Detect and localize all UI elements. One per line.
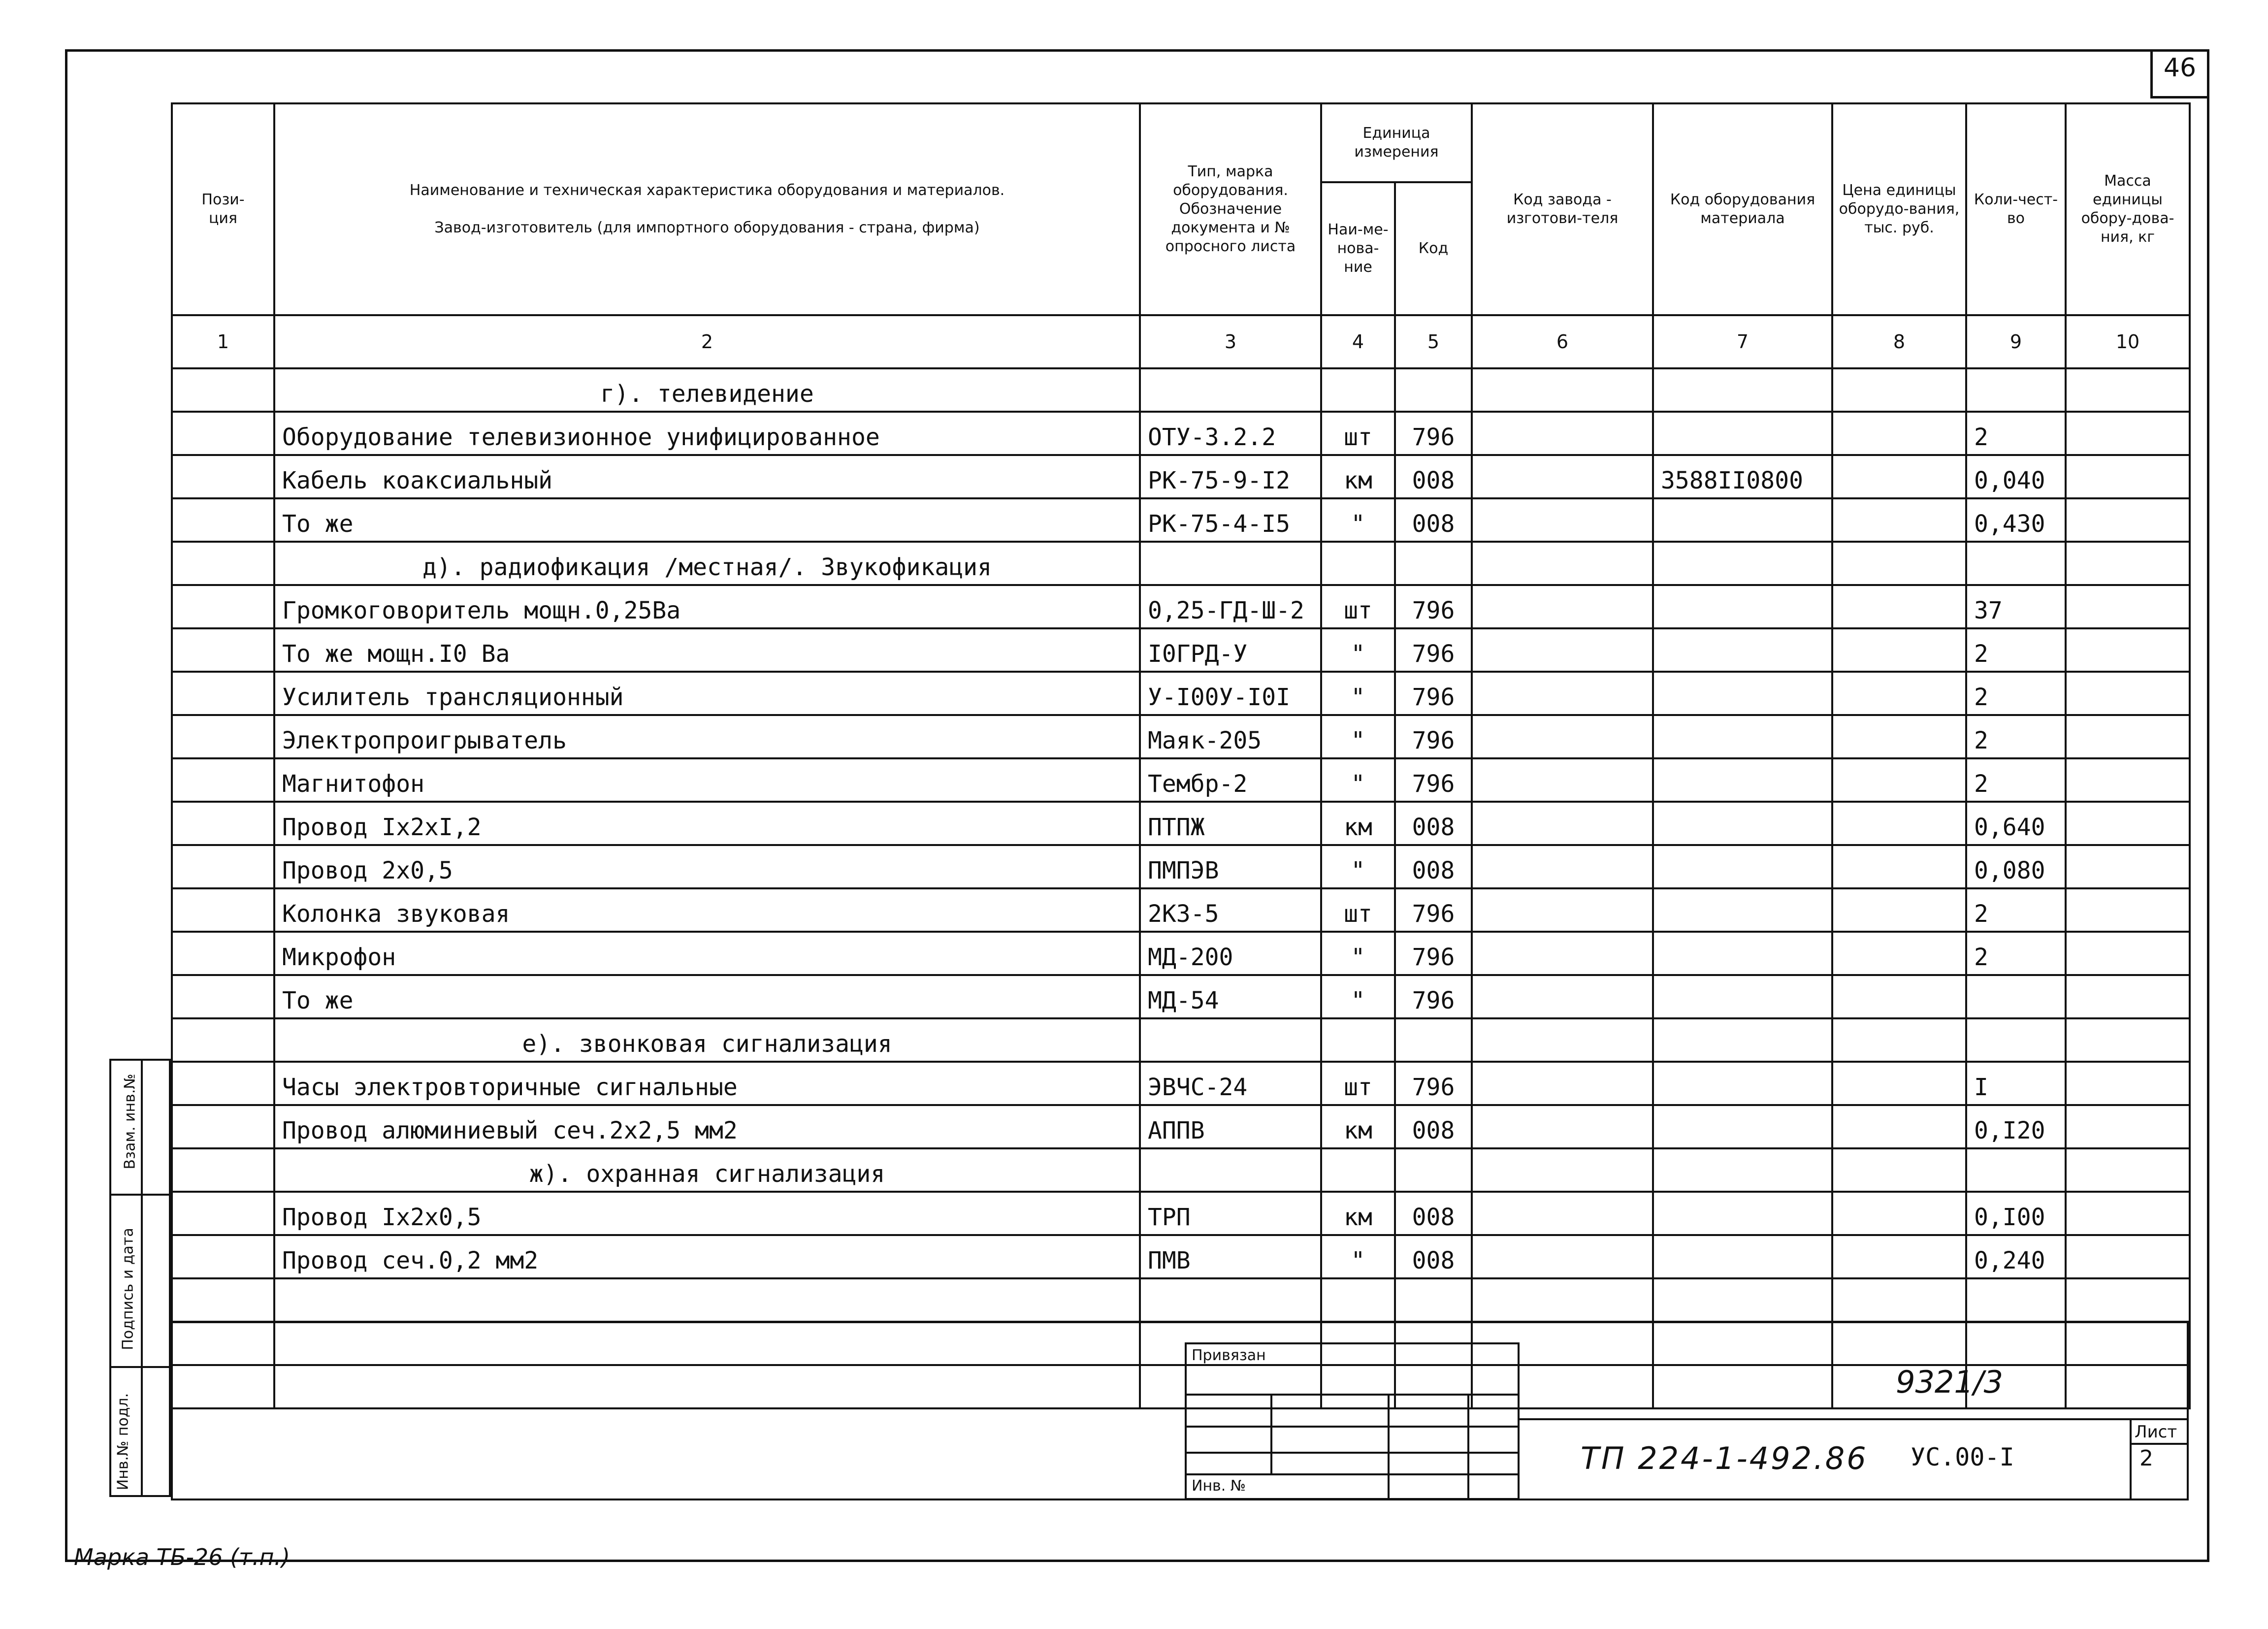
type-cell: Тембр-2	[1140, 758, 1321, 802]
mass-cell	[2066, 975, 2190, 1018]
name-cell: д). радиофикация /местная/. Звукофикация	[274, 542, 1140, 585]
mass-cell	[2066, 542, 2190, 585]
price-cell	[1832, 715, 1966, 758]
name-cell	[274, 1365, 1140, 1408]
section-row	[172, 542, 2190, 585]
factory-code-cell	[1472, 932, 1653, 975]
price-cell	[1832, 368, 1966, 412]
name-cell: Магнитофон	[274, 758, 1140, 802]
material-code-cell	[1653, 1018, 1832, 1062]
factory-code-cell	[1472, 715, 1653, 758]
quantity-cell: 0,240	[1966, 1235, 2066, 1278]
material-code-cell	[1653, 542, 1832, 585]
type-cell: I0ГРД-У	[1140, 628, 1321, 672]
table-row	[172, 412, 2190, 455]
unit-code-cell: 796	[1395, 412, 1472, 455]
type-cell	[1140, 1278, 1321, 1322]
column-number: 3	[1140, 315, 1321, 368]
factory-code-cell	[1472, 845, 1653, 888]
unit-cell: "	[1321, 628, 1395, 672]
factory-code-cell	[1472, 368, 1653, 412]
unit-code-cell: 008	[1395, 455, 1472, 498]
mass-cell	[2066, 455, 2190, 498]
factory-code-cell	[1472, 1105, 1653, 1148]
factory-code-cell	[1472, 1235, 1653, 1278]
stamp-replace-inv: Взам. инв.№	[121, 1074, 139, 1170]
unit-code-cell: 796	[1395, 758, 1472, 802]
price-cell	[1832, 455, 1966, 498]
name-cell: Громкоговоритель мощн.0,25Ва	[274, 585, 1140, 628]
section-row	[172, 1018, 2190, 1062]
type-cell: РК-75-4-I5	[1140, 498, 1321, 542]
quantity-cell: 0,I20	[1966, 1105, 2066, 1148]
mass-cell	[2066, 628, 2190, 672]
material-code-cell	[1653, 1062, 1832, 1105]
quantity-cell: 0,080	[1966, 845, 2066, 888]
table-row	[172, 845, 2190, 888]
position-cell	[172, 585, 274, 628]
price-cell	[1832, 1062, 1966, 1105]
header-unit-code: Код	[1395, 182, 1472, 315]
price-cell	[1832, 1105, 1966, 1148]
material-code-cell: 3588II0800	[1653, 455, 1832, 498]
mass-cell	[2066, 1105, 2190, 1148]
table-row	[172, 1062, 2190, 1105]
factory-code-cell	[1472, 758, 1653, 802]
stamp-inv-orig: Инв.№ подл.	[114, 1393, 132, 1491]
price-cell	[1832, 932, 1966, 975]
unit-cell: шт	[1321, 585, 1395, 628]
price-cell	[1832, 628, 1966, 672]
quantity-cell	[1966, 542, 2066, 585]
price-cell	[1832, 1018, 1966, 1062]
unit-code-cell: 008	[1395, 845, 1472, 888]
name-cell: То же мощн.I0 Ва	[274, 628, 1140, 672]
unit-cell	[1321, 1278, 1395, 1322]
quantity-cell: 0,640	[1966, 802, 2066, 845]
unit-cell: "	[1321, 758, 1395, 802]
position-cell	[172, 1235, 274, 1278]
position-cell	[172, 1365, 274, 1408]
table-row	[172, 628, 2190, 672]
section-row	[172, 368, 2190, 412]
mass-cell	[2066, 715, 2190, 758]
table-row	[172, 1365, 2190, 1408]
price-cell	[1832, 1322, 1966, 1365]
column-number: 10	[2066, 315, 2190, 368]
header-unit-group: Единица измерения	[1321, 103, 1472, 182]
mass-cell	[2066, 1235, 2190, 1278]
mass-cell	[2066, 1322, 2190, 1365]
type-cell: ПТПЖ	[1140, 802, 1321, 845]
unit-cell	[1321, 1018, 1395, 1062]
name-cell: Электропроигрыватель	[274, 715, 1140, 758]
price-cell	[1832, 888, 1966, 932]
name-cell: Усилитель трансляционный	[274, 672, 1140, 715]
type-cell: ОТУ-3.2.2	[1140, 412, 1321, 455]
factory-code-cell	[1472, 672, 1653, 715]
position-cell	[172, 1105, 274, 1148]
quantity-cell: 2	[1966, 672, 2066, 715]
factory-code-cell	[1472, 585, 1653, 628]
unit-cell: шт	[1321, 1062, 1395, 1105]
name-cell: Оборудование телевизионное унифицированное	[274, 412, 1140, 455]
position-cell	[172, 542, 274, 585]
material-code-cell	[1653, 368, 1832, 412]
position-cell	[172, 845, 274, 888]
material-code-cell	[1653, 1148, 1832, 1192]
header-material-code: Код оборудования материала	[1653, 103, 1832, 315]
name-cell: Часы электровторичные сигнальные	[274, 1062, 1140, 1105]
quantity-cell	[1966, 368, 2066, 412]
name-cell: То же	[274, 498, 1140, 542]
column-number: 6	[1472, 315, 1653, 368]
table-row	[172, 1192, 2190, 1235]
stamp-sign-date: Подпись и дата	[119, 1228, 137, 1350]
position-cell	[172, 888, 274, 932]
table-row	[172, 672, 2190, 715]
header-quantity: Коли-чест-во	[1966, 103, 2066, 315]
unit-cell: "	[1321, 498, 1395, 542]
table-row	[172, 802, 2190, 845]
name-cell: г). телевидение	[274, 368, 1140, 412]
name-cell: То же	[274, 975, 1140, 1018]
unit-cell: км	[1321, 455, 1395, 498]
material-code-cell	[1653, 1192, 1832, 1235]
column-number: 5	[1395, 315, 1472, 368]
type-cell: МД-200	[1140, 932, 1321, 975]
position-cell	[172, 1148, 274, 1192]
position-cell	[172, 1322, 274, 1365]
name-cell: е). звонковая сигнализация	[274, 1018, 1140, 1062]
mass-cell	[2066, 1192, 2190, 1235]
name-cell: Провод 2х0,5	[274, 845, 1140, 888]
header-position: Пози- ция	[172, 103, 274, 315]
unit-cell: "	[1321, 715, 1395, 758]
type-cell: ПМПЭВ	[1140, 845, 1321, 888]
factory-code-cell	[1472, 628, 1653, 672]
name-cell: Провод Iх2хI,2	[274, 802, 1140, 845]
price-cell	[1832, 1148, 1966, 1192]
price-cell	[1832, 585, 1966, 628]
position-cell	[172, 1192, 274, 1235]
material-code-cell	[1653, 932, 1832, 975]
unit-code-cell: 008	[1395, 498, 1472, 542]
material-code-cell	[1653, 1278, 1832, 1322]
unit-cell: "	[1321, 845, 1395, 888]
factory-code-cell	[1472, 1062, 1653, 1105]
mass-cell	[2066, 758, 2190, 802]
type-cell: У-I00У-I0I	[1140, 672, 1321, 715]
unit-code-cell: 796	[1395, 672, 1472, 715]
unit-code-cell: 008	[1395, 1105, 1472, 1148]
factory-code-cell	[1472, 498, 1653, 542]
sheet-number: 46	[2163, 53, 2197, 83]
price-cell	[1832, 672, 1966, 715]
material-code-cell	[1653, 845, 1832, 888]
factory-code-cell	[1472, 802, 1653, 845]
unit-cell: км	[1321, 1105, 1395, 1148]
type-cell	[1140, 1018, 1321, 1062]
position-cell	[172, 498, 274, 542]
factory-code-cell	[1472, 1192, 1653, 1235]
price-cell	[1832, 975, 1966, 1018]
price-cell	[1832, 845, 1966, 888]
inv-number-label: Инв. №	[1192, 1477, 1246, 1495]
quantity-cell	[1966, 1018, 2066, 1062]
mass-cell	[2066, 1018, 2190, 1062]
unit-code-cell: 796	[1395, 975, 1472, 1018]
mass-cell	[2066, 845, 2190, 888]
material-code-cell	[1653, 975, 1832, 1018]
price-cell	[1832, 542, 1966, 585]
unit-cell: "	[1321, 975, 1395, 1018]
position-cell	[172, 1062, 274, 1105]
quantity-cell	[1966, 1278, 2066, 1322]
name-cell	[274, 1278, 1140, 1322]
type-cell: Маяк-205	[1140, 715, 1321, 758]
type-cell: РК-75-9-I2	[1140, 455, 1321, 498]
table-row	[172, 498, 2190, 542]
quantity-cell: 2	[1966, 412, 2066, 455]
position-cell	[172, 715, 274, 758]
table-row	[172, 932, 2190, 975]
quantity-cell: 0,040	[1966, 455, 2066, 498]
type-cell: ТРП	[1140, 1192, 1321, 1235]
unit-cell: "	[1321, 1235, 1395, 1278]
table-row	[172, 758, 2190, 802]
table-row	[172, 1235, 2190, 1278]
name-cell: ж). охранная сигнализация	[274, 1148, 1140, 1192]
factory-code-cell	[1472, 1018, 1653, 1062]
position-cell	[172, 802, 274, 845]
specification-table	[171, 102, 2191, 1409]
unit-code-cell: 796	[1395, 1062, 1472, 1105]
mass-cell	[2066, 1062, 2190, 1105]
position-cell	[172, 1278, 274, 1322]
unit-cell: км	[1321, 1192, 1395, 1235]
unit-code-cell	[1395, 1148, 1472, 1192]
price-cell	[1832, 1192, 1966, 1235]
position-cell	[172, 975, 274, 1018]
unit-cell: км	[1321, 802, 1395, 845]
table-body	[172, 368, 2190, 1408]
column-number: 1	[172, 315, 274, 368]
factory-code-cell	[1472, 412, 1653, 455]
title-area-top-line	[171, 1321, 2189, 1323]
unit-code-cell	[1395, 542, 1472, 585]
mass-cell	[2066, 1278, 2190, 1322]
unit-code-cell	[1395, 1278, 1472, 1322]
material-code-cell	[1653, 585, 1832, 628]
position-cell	[172, 412, 274, 455]
name-cell: Колонка звуковая	[274, 888, 1140, 932]
form-mark: Марка ТБ-26 (т.п.)	[74, 1544, 291, 1570]
binding-label: Привязан	[1192, 1347, 1266, 1364]
factory-code-cell	[1472, 1278, 1653, 1322]
quantity-cell: 2	[1966, 758, 2066, 802]
quantity-cell: 2	[1966, 888, 2066, 932]
quantity-cell	[1966, 975, 2066, 1018]
sheet-value: 2	[2139, 1446, 2153, 1471]
position-cell	[172, 368, 274, 412]
name-cell: Провод сеч.0,2 мм2	[274, 1235, 1140, 1278]
material-code-cell	[1653, 1235, 1832, 1278]
type-cell	[1140, 542, 1321, 585]
material-code-cell	[1653, 628, 1832, 672]
unit-code-cell: 796	[1395, 585, 1472, 628]
mass-cell	[2066, 672, 2190, 715]
material-code-cell	[1653, 715, 1832, 758]
quantity-cell: 2	[1966, 628, 2066, 672]
binding-box	[1185, 1342, 1520, 1500]
position-cell	[172, 932, 274, 975]
table-row	[172, 585, 2190, 628]
price-cell	[1832, 498, 1966, 542]
column-number: 8	[1832, 315, 1966, 368]
table-row	[172, 1278, 2190, 1322]
quantity-cell: I	[1966, 1062, 2066, 1105]
mass-cell	[2066, 1365, 2190, 1408]
quantity-cell: 37	[1966, 585, 2066, 628]
unit-code-cell: 796	[1395, 715, 1472, 758]
header-factory-code: Код завода - изготови-теля	[1472, 103, 1653, 315]
unit-cell	[1321, 368, 1395, 412]
table-row	[172, 1322, 2190, 1365]
type-cell: ПМВ	[1140, 1235, 1321, 1278]
quantity-cell: 2	[1966, 715, 2066, 758]
unit-code-cell: 796	[1395, 888, 1472, 932]
name-cell: Провод алюминиевый сеч.2х2,5 мм2	[274, 1105, 1140, 1148]
mass-cell	[2066, 585, 2190, 628]
material-code-cell	[1653, 412, 1832, 455]
column-number: 4	[1321, 315, 1395, 368]
unit-code-cell: 796	[1395, 628, 1472, 672]
quantity-cell	[1966, 1322, 2066, 1365]
unit-code-cell: 008	[1395, 1235, 1472, 1278]
unit-cell	[1321, 1148, 1395, 1192]
material-code-cell	[1653, 1105, 1832, 1148]
unit-code-cell: 008	[1395, 802, 1472, 845]
price-cell	[1832, 802, 1966, 845]
price-cell	[1832, 1235, 1966, 1278]
section-row	[172, 1148, 2190, 1192]
type-cell: АППВ	[1140, 1105, 1321, 1148]
unit-code-cell	[1395, 1018, 1472, 1062]
unit-code-cell: 796	[1395, 932, 1472, 975]
table-row	[172, 455, 2190, 498]
mass-cell	[2066, 498, 2190, 542]
type-cell: 0,25-ГД-Ш-2	[1140, 585, 1321, 628]
column-number: 2	[274, 315, 1140, 368]
position-cell	[172, 628, 274, 672]
quantity-cell	[1966, 1148, 2066, 1192]
type-cell: 2КЗ-5	[1140, 888, 1321, 932]
price-cell	[1832, 412, 1966, 455]
name-cell	[274, 1322, 1140, 1365]
quantity-cell: 2	[1966, 932, 2066, 975]
sheet-label: Лист	[2135, 1422, 2177, 1442]
factory-code-cell	[1472, 888, 1653, 932]
document-code: УС.00-I	[1911, 1443, 2014, 1471]
type-cell	[1140, 1148, 1321, 1192]
position-cell	[172, 455, 274, 498]
header-type: Тип, марка оборудования. Обозначение документа и № опросного листа	[1140, 103, 1321, 315]
unit-cell: "	[1321, 672, 1395, 715]
header-name: Наименование и техническая характеристика оборудования и материалов. Завод-изготовитель (для импортного оборудования - страна, фирма)	[274, 103, 1140, 315]
name-cell: Кабель коаксиальный	[274, 455, 1140, 498]
column-number-row	[172, 315, 2190, 368]
mass-cell	[2066, 412, 2190, 455]
column-number: 9	[1966, 315, 2066, 368]
quantity-cell: 0,430	[1966, 498, 2066, 542]
position-cell	[172, 1018, 274, 1062]
type-cell	[1140, 368, 1321, 412]
table-row	[172, 888, 2190, 932]
material-code-cell	[1653, 1322, 1832, 1365]
title-area-bottom-line	[171, 1499, 2189, 1500]
unit-code-cell	[1395, 368, 1472, 412]
unit-cell: "	[1321, 932, 1395, 975]
table-row	[172, 715, 2190, 758]
mass-cell	[2066, 932, 2190, 975]
type-cell: ЭВЧС-24	[1140, 1062, 1321, 1105]
name-cell: Провод Iх2х0,5	[274, 1192, 1140, 1235]
header-unit-name: Наи-ме-нова-ние	[1321, 182, 1395, 315]
material-code-cell	[1653, 672, 1832, 715]
drawing-number: 9321/3	[1896, 1364, 2004, 1400]
mass-cell	[2066, 802, 2190, 845]
unit-cell: шт	[1321, 888, 1395, 932]
position-cell	[172, 758, 274, 802]
material-code-cell	[1653, 758, 1832, 802]
name-cell: Микрофон	[274, 932, 1140, 975]
position-cell	[172, 672, 274, 715]
unit-cell: шт	[1321, 412, 1395, 455]
material-code-cell	[1653, 1365, 1832, 1408]
header-mass: Масса единицы обору-дова-ния, кг	[2066, 103, 2190, 315]
material-code-cell	[1653, 498, 1832, 542]
table-row	[172, 1105, 2190, 1148]
table-row	[172, 975, 2190, 1018]
price-cell	[1832, 1278, 1966, 1322]
unit-cell	[1321, 542, 1395, 585]
material-code-cell	[1653, 888, 1832, 932]
mass-cell	[2066, 888, 2190, 932]
factory-code-cell	[1472, 975, 1653, 1018]
factory-code-cell	[1472, 455, 1653, 498]
factory-code-cell	[1472, 1148, 1653, 1192]
price-cell	[1832, 758, 1966, 802]
header-price: Цена единицы оборудо-вания, тыс. руб.	[1832, 103, 1966, 315]
type-cell: МД-54	[1140, 975, 1321, 1018]
mass-cell	[2066, 1148, 2190, 1192]
column-number: 7	[1653, 315, 1832, 368]
project-code: ТП 224-1-492.86	[1581, 1440, 1868, 1476]
material-code-cell	[1653, 802, 1832, 845]
unit-code-cell: 008	[1395, 1192, 1472, 1235]
quantity-cell: 0,I00	[1966, 1192, 2066, 1235]
mass-cell	[2066, 368, 2190, 412]
factory-code-cell	[1472, 542, 1653, 585]
